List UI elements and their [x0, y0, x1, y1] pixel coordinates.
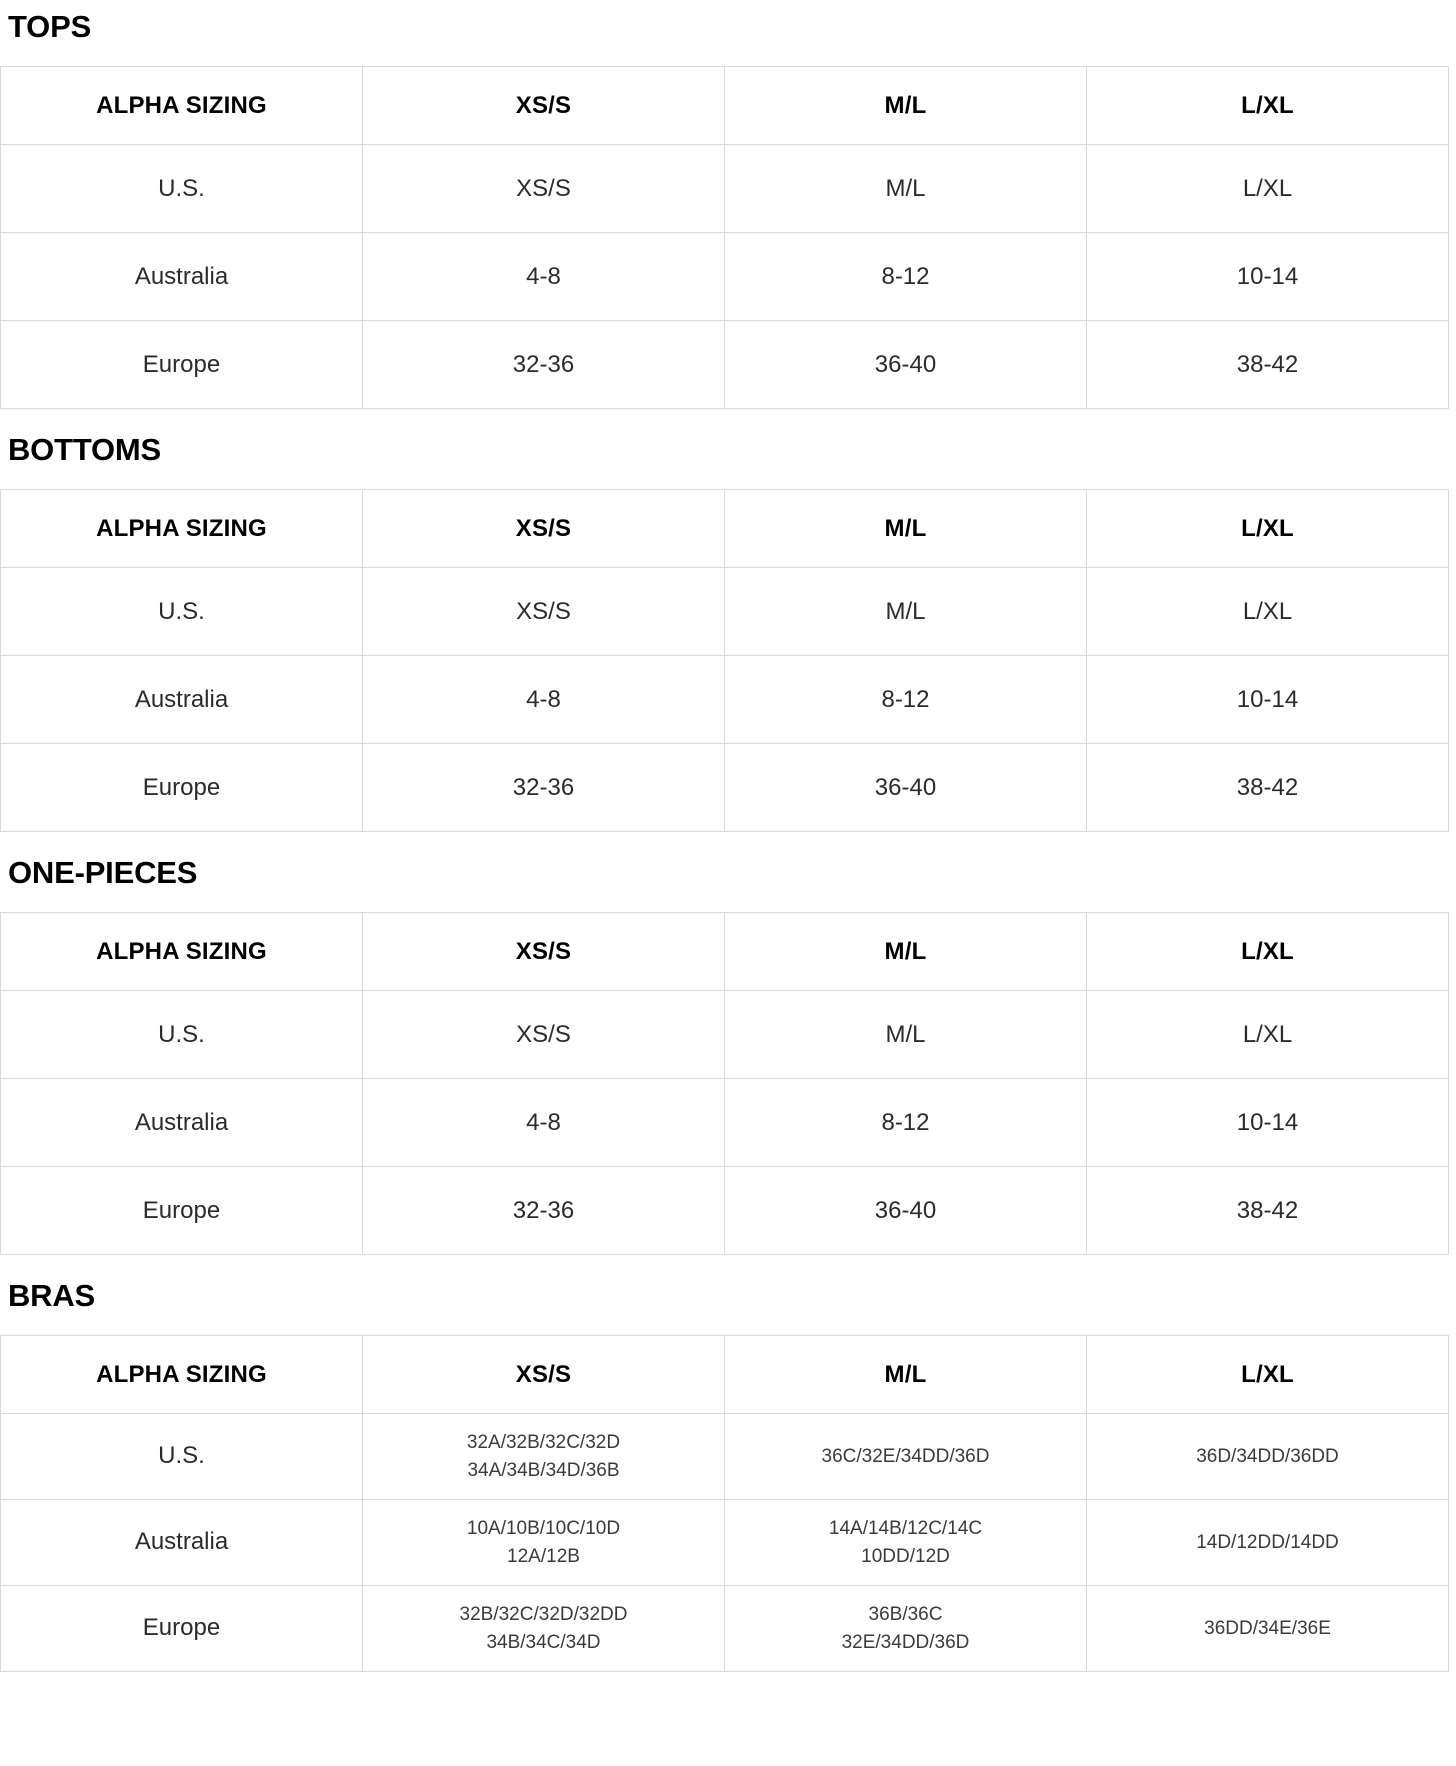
column-header: XS/S	[363, 67, 725, 145]
table-cell	[1087, 1079, 1449, 1167]
size-table	[0, 489, 1449, 832]
table-row	[1, 568, 1449, 656]
cell-line: M/L	[885, 174, 926, 202]
size-table	[0, 1335, 1449, 1672]
table-cell	[363, 1167, 725, 1255]
cell-line: 4-8	[526, 685, 561, 713]
table-cell	[725, 1414, 1087, 1500]
cell-line: 8-12	[881, 262, 930, 290]
table-cell	[363, 321, 725, 409]
table-cell	[363, 1500, 725, 1586]
table-cell	[1087, 568, 1449, 656]
table-cell	[1087, 744, 1449, 832]
table-cell	[363, 568, 725, 656]
row-label: U.S.	[1, 991, 363, 1079]
table-row	[1, 1414, 1449, 1500]
table-cell	[363, 1586, 725, 1672]
table-row	[1, 145, 1449, 233]
table-row	[1, 1586, 1449, 1672]
cell-line: 8-12	[881, 1108, 930, 1136]
cell-line: 38-42	[1236, 1196, 1299, 1224]
size-table	[0, 912, 1449, 1255]
table-cell	[725, 233, 1087, 321]
table-header-row	[1, 1336, 1449, 1414]
cell-line: 36DD/34E/36E	[1204, 1618, 1331, 1640]
table-cell	[725, 1079, 1087, 1167]
cell-line: 32A/32B/32C/32D	[466, 1432, 621, 1454]
table-cell	[725, 991, 1087, 1079]
row-label: Australia	[1, 233, 363, 321]
cell-line: 8-12	[881, 685, 930, 713]
column-header-alpha-sizing: ALPHA SIZING	[1, 913, 363, 991]
cell-line: 10A/10B/10C/10D	[466, 1518, 621, 1540]
row-label: Europe	[1, 321, 363, 409]
column-header-alpha-sizing: ALPHA SIZING	[1, 1336, 363, 1414]
cell-line: 34A/34B/34D/36B	[467, 1459, 620, 1481]
table-cell	[725, 1167, 1087, 1255]
row-label: Australia	[1, 656, 363, 744]
table-cell	[1087, 1167, 1449, 1255]
table-row	[1, 1167, 1449, 1255]
table-cell	[1087, 991, 1449, 1079]
size-section	[0, 0, 1456, 409]
row-label: Australia	[1, 1079, 363, 1167]
cell-line: 36-40	[874, 773, 937, 801]
cell-line: 4-8	[526, 262, 561, 290]
cell-line: 36B/36C	[868, 1604, 943, 1626]
column-header-alpha-sizing: ALPHA SIZING	[1, 67, 363, 145]
row-label: U.S.	[1, 145, 363, 233]
column-header: XS/S	[363, 1336, 725, 1414]
table-cell	[725, 1500, 1087, 1586]
table-cell	[725, 568, 1087, 656]
cell-line: 14D/12DD/14DD	[1196, 1532, 1339, 1554]
cell-line: XS/S	[516, 597, 571, 625]
size-section	[0, 832, 1456, 1255]
size-section	[0, 1255, 1456, 1672]
column-header: XS/S	[363, 913, 725, 991]
table-cell	[1087, 1586, 1449, 1672]
table-cell	[1087, 321, 1449, 409]
column-header: L/XL	[1087, 1336, 1449, 1414]
cell-line: 32E/34DD/36D	[841, 1631, 970, 1653]
size-table	[0, 66, 1449, 409]
table-cell	[725, 656, 1087, 744]
column-header: M/L	[725, 913, 1087, 991]
column-header: L/XL	[1087, 490, 1449, 568]
cell-line: 32B/32C/32D/32DD	[459, 1604, 628, 1626]
cell-line: 36-40	[874, 1196, 937, 1224]
row-label: Europe	[1, 1167, 363, 1255]
table-cell	[725, 321, 1087, 409]
cell-line: 38-42	[1236, 773, 1299, 801]
table-row	[1, 991, 1449, 1079]
cell-line: 32-36	[512, 1196, 575, 1224]
table-row	[1, 321, 1449, 409]
cell-line: 10-14	[1236, 262, 1299, 290]
table-cell	[363, 656, 725, 744]
section-title: BOTTOMS	[8, 432, 162, 468]
table-cell	[1087, 1414, 1449, 1500]
table-header-row	[1, 913, 1449, 991]
cell-line: 14A/14B/12C/14C	[828, 1518, 983, 1540]
cell-line: 36D/34DD/36DD	[1196, 1446, 1339, 1468]
row-label: Australia	[1, 1500, 363, 1586]
size-section	[0, 409, 1456, 832]
table-row	[1, 656, 1449, 744]
table-cell	[1087, 656, 1449, 744]
column-header: L/XL	[1087, 913, 1449, 991]
row-label: Europe	[1, 744, 363, 832]
cell-line: L/XL	[1242, 597, 1293, 625]
row-label: U.S.	[1, 1414, 363, 1500]
table-cell	[363, 145, 725, 233]
section-title: ONE-PIECES	[8, 855, 198, 891]
cell-line: 36C/32E/34DD/36D	[821, 1446, 990, 1468]
table-row	[1, 233, 1449, 321]
table-cell	[363, 744, 725, 832]
table-header-row	[1, 67, 1449, 145]
table-row	[1, 744, 1449, 832]
cell-line: 12A/12B	[507, 1545, 580, 1567]
cell-line: XS/S	[516, 174, 571, 202]
cell-line: 32-36	[512, 773, 575, 801]
row-label: U.S.	[1, 568, 363, 656]
cell-line: 36-40	[874, 350, 937, 378]
table-header-row	[1, 490, 1449, 568]
cell-line: 34B/34C/34D	[486, 1631, 601, 1653]
column-header: M/L	[725, 490, 1087, 568]
table-cell	[725, 744, 1087, 832]
cell-line: 10-14	[1236, 1108, 1299, 1136]
table-cell	[363, 1079, 725, 1167]
table-cell	[363, 991, 725, 1079]
column-header: XS/S	[363, 490, 725, 568]
section-title: TOPS	[8, 9, 92, 44]
cell-line: 10-14	[1236, 685, 1299, 713]
column-header: L/XL	[1087, 67, 1449, 145]
table-cell	[1087, 1500, 1449, 1586]
cell-line: 38-42	[1236, 350, 1299, 378]
row-label: Europe	[1, 1586, 363, 1672]
cell-line: L/XL	[1242, 174, 1293, 202]
table-row	[1, 1079, 1449, 1167]
table-cell	[363, 1414, 725, 1500]
cell-line: M/L	[885, 1020, 926, 1048]
column-header: M/L	[725, 67, 1087, 145]
column-header: M/L	[725, 1336, 1087, 1414]
table-cell	[725, 145, 1087, 233]
table-cell	[363, 233, 725, 321]
cell-line: M/L	[885, 597, 926, 625]
cell-line: L/XL	[1242, 1020, 1293, 1048]
cell-line: 10DD/12D	[861, 1545, 950, 1567]
column-header-alpha-sizing: ALPHA SIZING	[1, 490, 363, 568]
table-cell	[725, 1586, 1087, 1672]
cell-line: 32-36	[512, 350, 575, 378]
table-cell	[1087, 145, 1449, 233]
table-cell	[1087, 233, 1449, 321]
table-row	[1, 1500, 1449, 1586]
section-title: BRAS	[8, 1278, 96, 1314]
cell-line: XS/S	[516, 1020, 571, 1048]
cell-line: 4-8	[526, 1108, 561, 1136]
